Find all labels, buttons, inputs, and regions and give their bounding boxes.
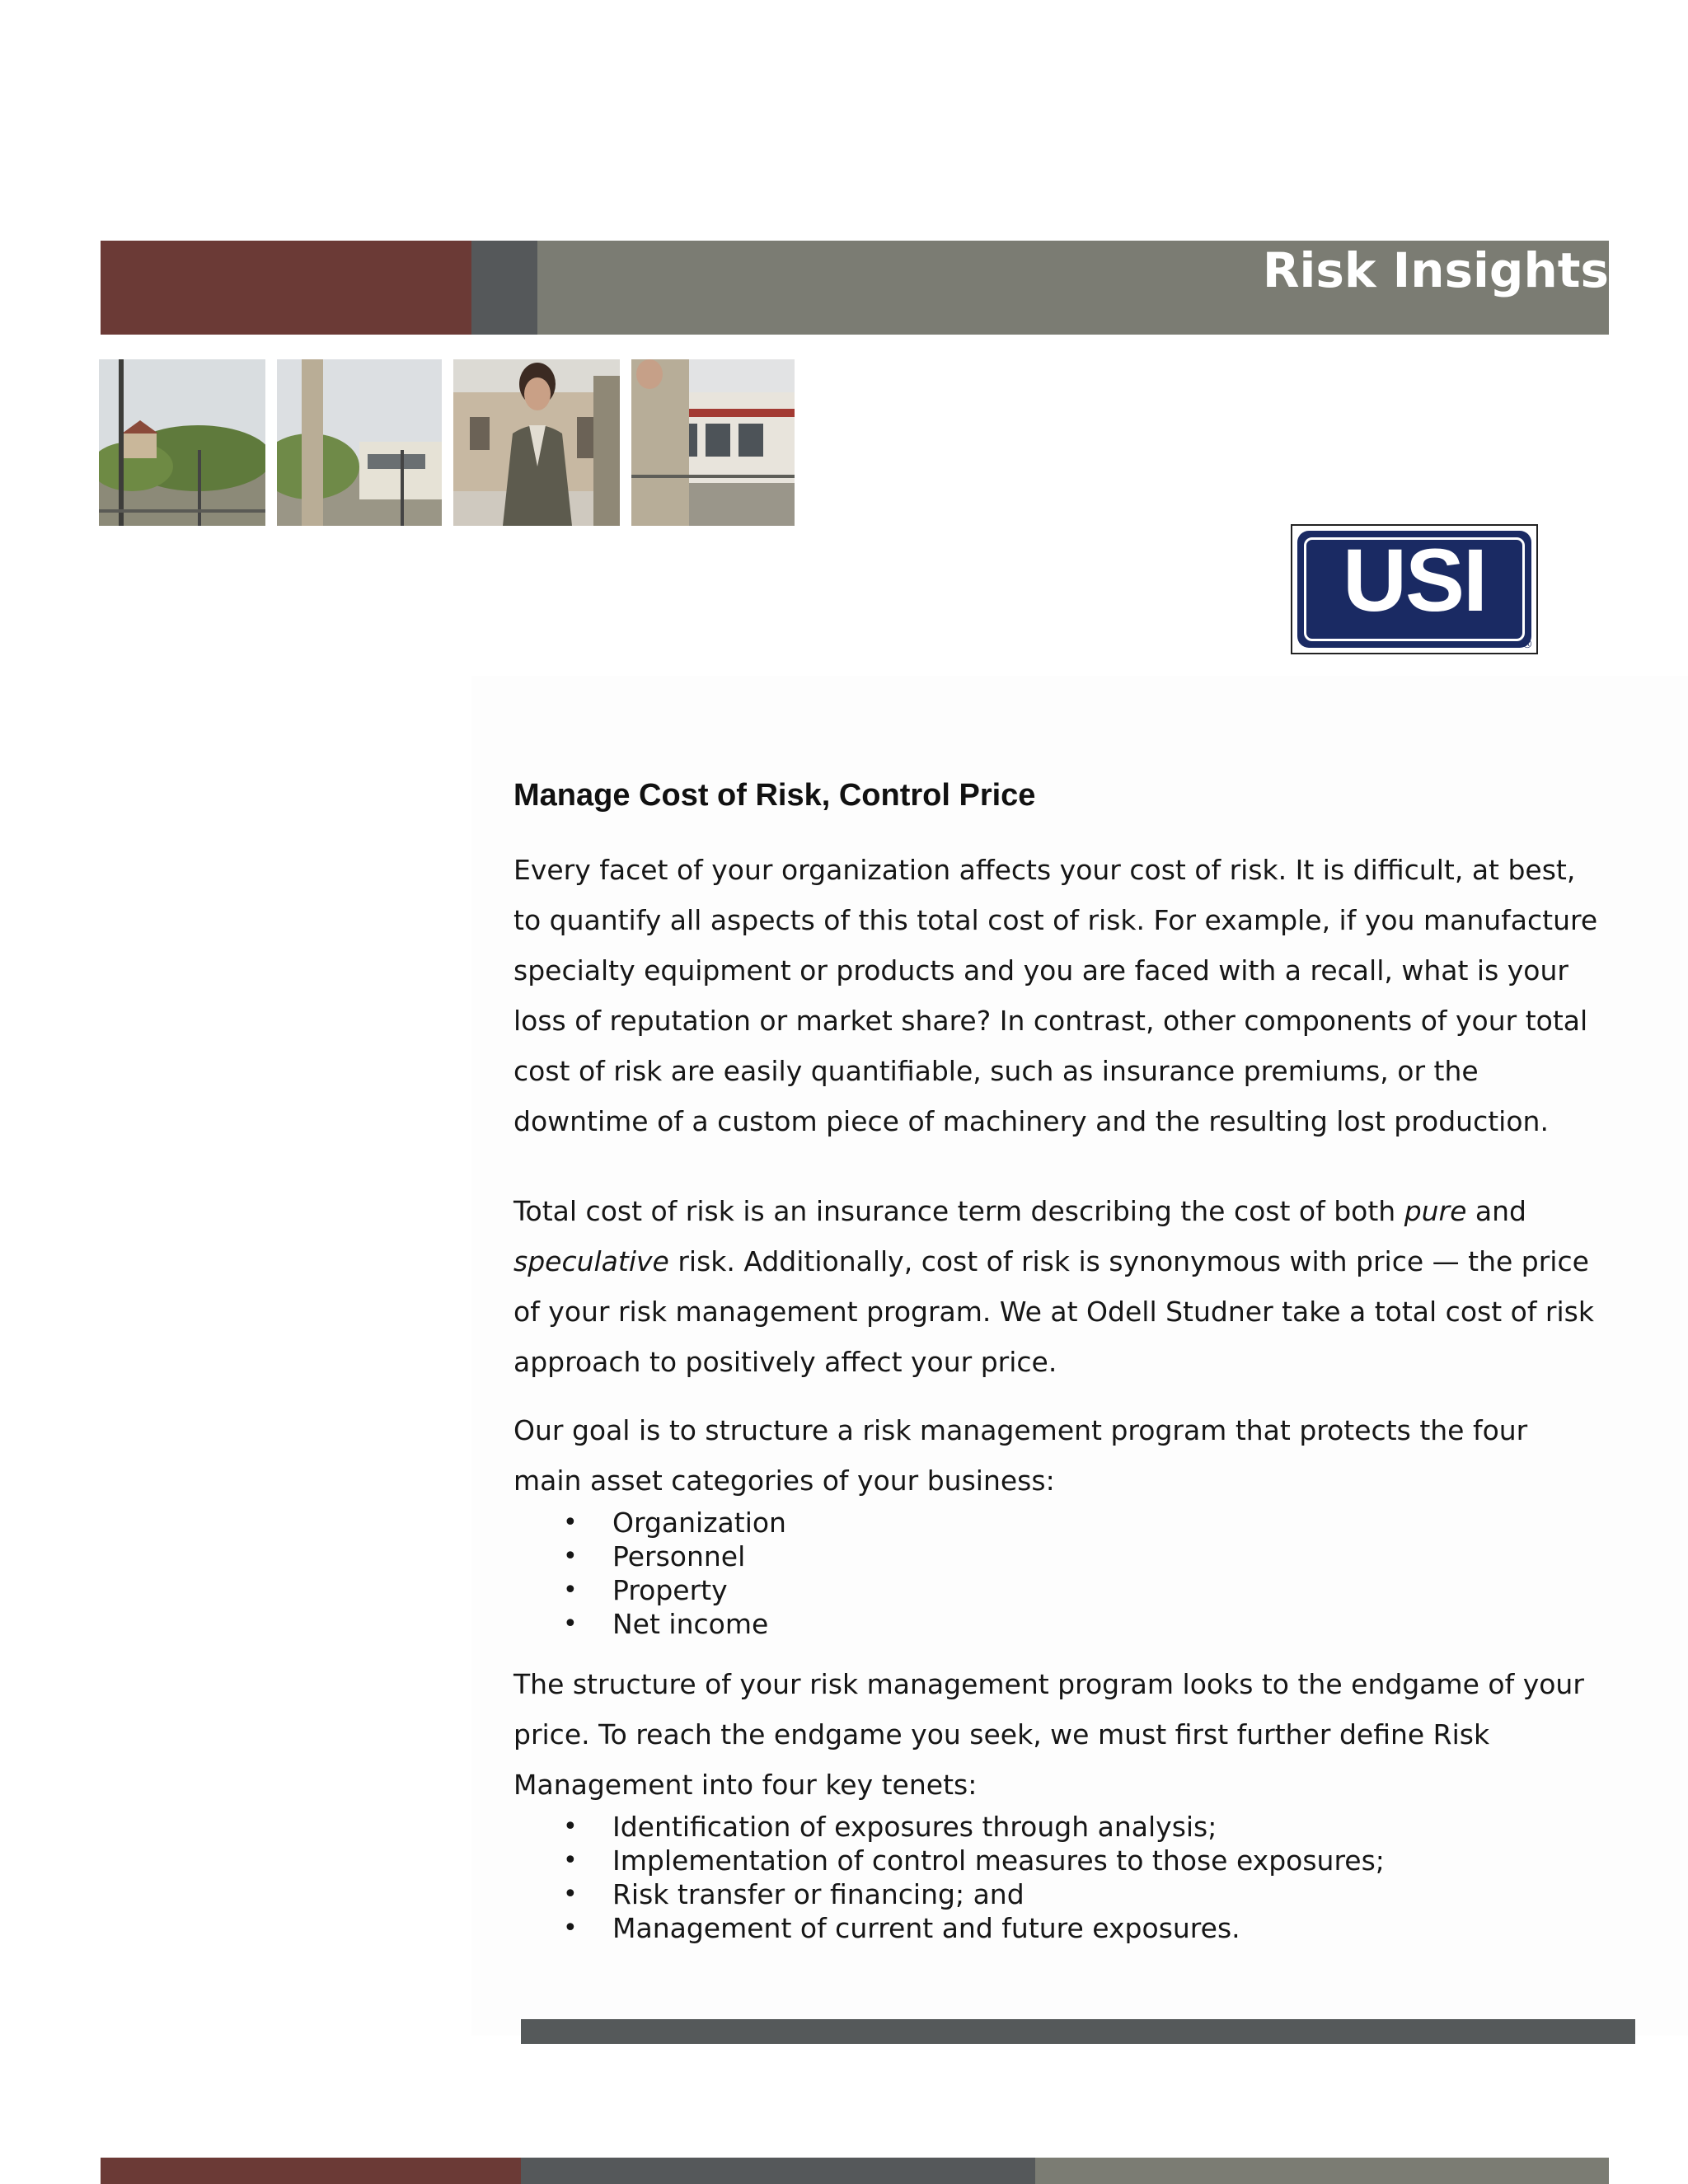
footer-band-red [101, 2158, 521, 2184]
section-divider [521, 2019, 1635, 2044]
list-item: • Personnel [513, 1540, 1601, 1573]
list-item: • Implementation of control measures to those exposures; [513, 1844, 1601, 1877]
list-item: • Risk transfer or financing; and [513, 1877, 1601, 1911]
list-item: • Management of current and future exposures. [513, 1911, 1601, 1945]
header-band-dark [471, 241, 537, 335]
asset-list [513, 1506, 1601, 1641]
paragraph-3: Our goal is to structure a risk management program that protects the four main asset categories of your business: [513, 1414, 1528, 1497]
list-item: • Property [513, 1573, 1601, 1607]
list-item: • Organization [513, 1506, 1601, 1540]
usi-logo [1291, 524, 1538, 654]
term-speculative: speculative [513, 1245, 669, 1277]
station-photo-3 [453, 359, 620, 526]
registered-mark: ® [1522, 638, 1533, 651]
footer-band-gray [1035, 2158, 1609, 2184]
station-photo-1 [99, 359, 265, 526]
tenet-list [513, 1810, 1601, 1945]
page-title: Risk Insights [1262, 242, 1609, 298]
paragraph-2: Total cost of risk is an insurance term describing the cost of both pure and speculative risk. Additionally, cost of risk is synonymous with price — the price of your risk management program. We at Odell Studner take a total cost of risk approach to positively affect your price. [513, 1195, 1594, 1378]
paragraph-4: The structure of your risk management program looks to the endgame of your price. To reach the endgame you seek, we must first further define Risk Management into four key tenets: [513, 1668, 1584, 1801]
term-pure: pure [1404, 1195, 1467, 1227]
article-heading: Manage Cost of Risk, Control Price [513, 778, 1036, 813]
paragraph-1: Every facet of your organization affects your cost of risk. It is difficult, at best, to quantify all aspects of this total cost of risk. For example, if you manufacture specialty equipment or products and you are faced with a recall, what is your loss of reputation or market share? In contrast, other components of your total cost of risk are easily quantifiable, such as insurance premiums, or the downtime of a custom piece of machinery and the resulting lost production. [513, 854, 1598, 1137]
article [513, 771, 1601, 1945]
usi-logo-text: USI [1342, 530, 1487, 630]
station-photo-4 [631, 359, 795, 526]
list-item: • Identification of exposures through analysis; [513, 1810, 1601, 1844]
footer-band-dark [521, 2158, 1035, 2184]
list-item: • Net income [513, 1607, 1601, 1641]
header-band-red [101, 241, 471, 335]
station-photo-2 [277, 359, 442, 526]
